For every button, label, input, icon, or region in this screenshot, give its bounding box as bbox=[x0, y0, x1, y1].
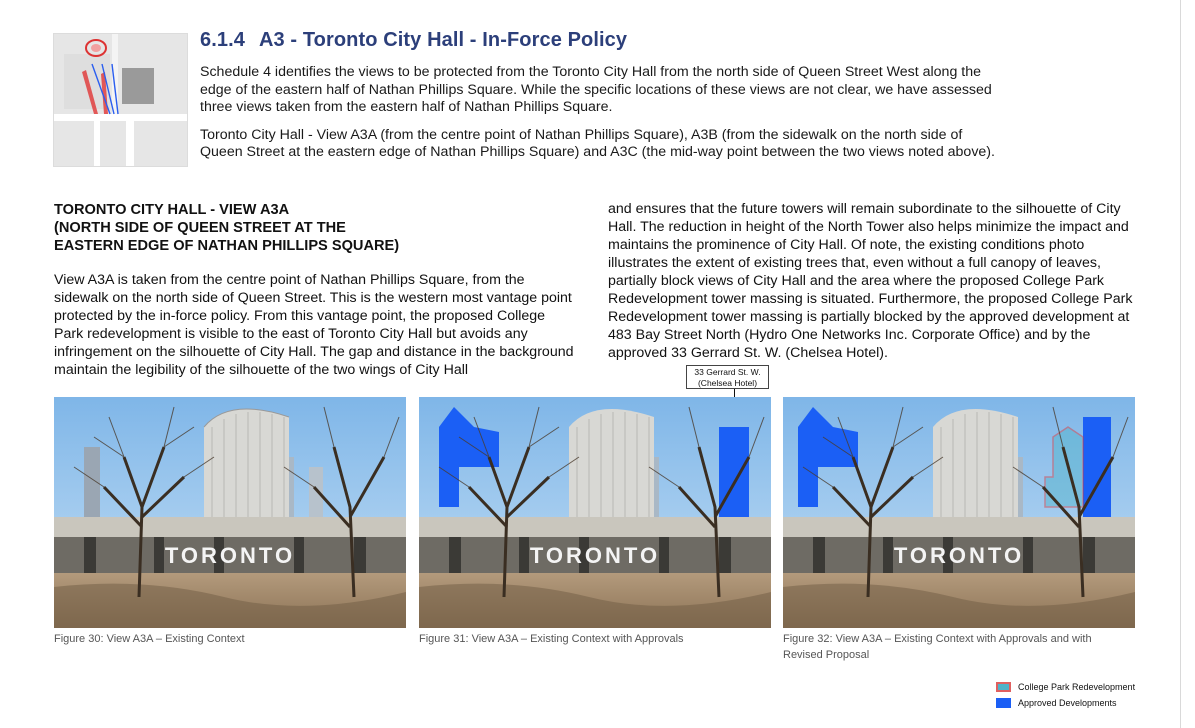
approved-massing-chelsea bbox=[1083, 417, 1111, 527]
legend-swatch-approved bbox=[996, 698, 1011, 708]
toronto-sign: TORONTO bbox=[529, 543, 661, 568]
view-heading-line: TORONTO CITY HALL - VIEW A3A bbox=[54, 202, 290, 218]
legend bbox=[996, 679, 1135, 711]
toronto-sign: TORONTO bbox=[164, 543, 296, 568]
body-text-right: and ensures that the future towers will remain subordinate to the silhouette of City Hall. The reduction in height of the North Tower also helps minimize the impact and maintains the prominence of City Hall. Of note, the existing conditions photo illustrates the extent of existing trees that, even without a full canopy of leaves, partially block views of City Hall and the area where the proposed College Park Redevelopment tower massing is situated. Furthermore, the proposed College Park Redevelopment tower massing is partially blocked by the approved development at 483 Bay Street North (Hydro One Networks Inc. Corporate Office) and by the approved 33 Gerrard St. W. (Chelsea Hotel). bbox=[608, 201, 1133, 361]
key-map bbox=[53, 33, 188, 167]
view-heading-line: EASTERN EDGE OF NATHAN PHILLIPS SQUARE) bbox=[54, 238, 400, 254]
view-heading-line: (NORTH SIDE OF QUEEN STREET AT THE bbox=[54, 220, 346, 236]
section-title: A3 - Toronto City Hall - In-Force Policy bbox=[258, 29, 628, 51]
figure-31-caption: Figure 31: View A3A – Existing Context with Approvals bbox=[419, 633, 684, 645]
intro-paragraph-2: Toronto City Hall - View A3A (from the centre point of Nathan Phillips Square), A3B (from the sidewalk on the north side of Queen Street at the eastern edge of Nathan Phillips Square) and A3C (the mid-way point between the two views noted above). bbox=[200, 126, 995, 160]
figure-30-caption: Figure 30: View A3A – Existing Context bbox=[54, 633, 245, 645]
body-text-left: View A3A is taken from the centre point of Nathan Phillips Square, from the sidewalk on the north side of Queen Street. This is the western most vantage point protected by the in-force policy. From this vantage point, the proposed College Park redevelopment is visible to the east of Toronto City Hall but avoids any infringement on the silhouette of City Hall. The gap and distance in the background maintain the legibility of the silhouette of the two wings of City Hall bbox=[54, 272, 574, 378]
page-edge-rule bbox=[1180, 0, 1181, 728]
section-number: 6.1.4 bbox=[200, 29, 245, 51]
callout-label bbox=[686, 365, 769, 389]
toronto-sign: TORONTO bbox=[893, 543, 1025, 568]
callout-line-2: (Chelsea Hotel) bbox=[697, 377, 758, 388]
figure-30-photo bbox=[54, 397, 406, 628]
figure-32-caption: Figure 32: View A3A – Existing Context with Approvals and with Revised Proposal bbox=[783, 633, 1092, 661]
view-heading bbox=[54, 201, 574, 255]
legend-item-approved bbox=[996, 695, 1135, 711]
callout-line-1: 33 Gerrard St. W. bbox=[694, 367, 761, 377]
legend-item-redevelopment bbox=[996, 679, 1135, 695]
figure-31-photo bbox=[419, 397, 771, 628]
intro-paragraph-1: Schedule 4 identifies the views to be protected from the Toronto City Hall from the north side of Queen Street West along the edge of the eastern half of Nathan Phillips Square. While the specific locations of these views are not clear, we have assessed three views taken from the eastern half of Nathan Phillips Square. bbox=[200, 64, 992, 115]
legend-label: College Park Redevelopment bbox=[1018, 682, 1136, 692]
legend-label: Approved Developments bbox=[1018, 698, 1117, 708]
intro-text bbox=[200, 64, 1000, 172]
section-heading bbox=[200, 29, 627, 52]
legend-swatch-redevelopment bbox=[996, 682, 1011, 692]
figure-32-photo bbox=[783, 397, 1135, 628]
